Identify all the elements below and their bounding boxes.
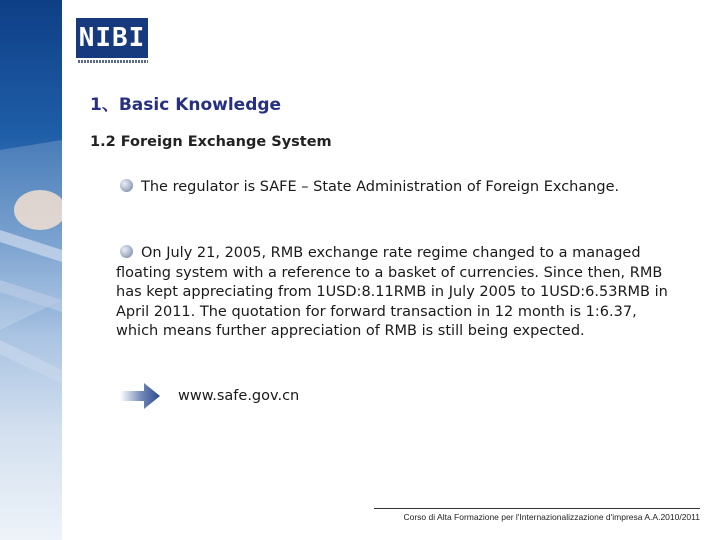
decorative-side-band [0, 0, 62, 540]
footer-text: Corso di Alta Formazione per l'Internazionalizzazione d'impresa A.A.2010/2011 [374, 508, 700, 522]
safe-website-link[interactable]: www.safe.gov.cn [178, 388, 300, 404]
subsection-title: 1.2 Foreign Exchange System [90, 134, 332, 150]
bullet-item [116, 244, 676, 342]
bullet-text: The regulator is SAFE – State Administration of Foreign Exchange. [141, 179, 620, 195]
reference-link-row [120, 380, 299, 412]
side-band-graphic [0, 0, 62, 540]
logo-text: NIBI [78, 23, 146, 53]
logo-tagline [78, 60, 148, 63]
bullet-icon [120, 245, 133, 258]
section-title: 1、Basic Knowledge [90, 95, 282, 115]
bullet-text: On July 21, 2005, RMB exchange rate regime changed to a managed floating system with a reference to a basket of currencies. Since then, RMB has kept appreciating from 1USD:8.11RMB in July 2005 to 1USD:6.53RMB in April 2011. The quotation for forward transaction in 12 month is 1:6.37, which means further appreciation of RMB is still being expected. [116, 245, 668, 339]
nibi-logo [76, 18, 148, 58]
arrow-right-icon [120, 380, 162, 412]
bullet-icon [120, 179, 133, 192]
bullet-item [116, 178, 676, 198]
